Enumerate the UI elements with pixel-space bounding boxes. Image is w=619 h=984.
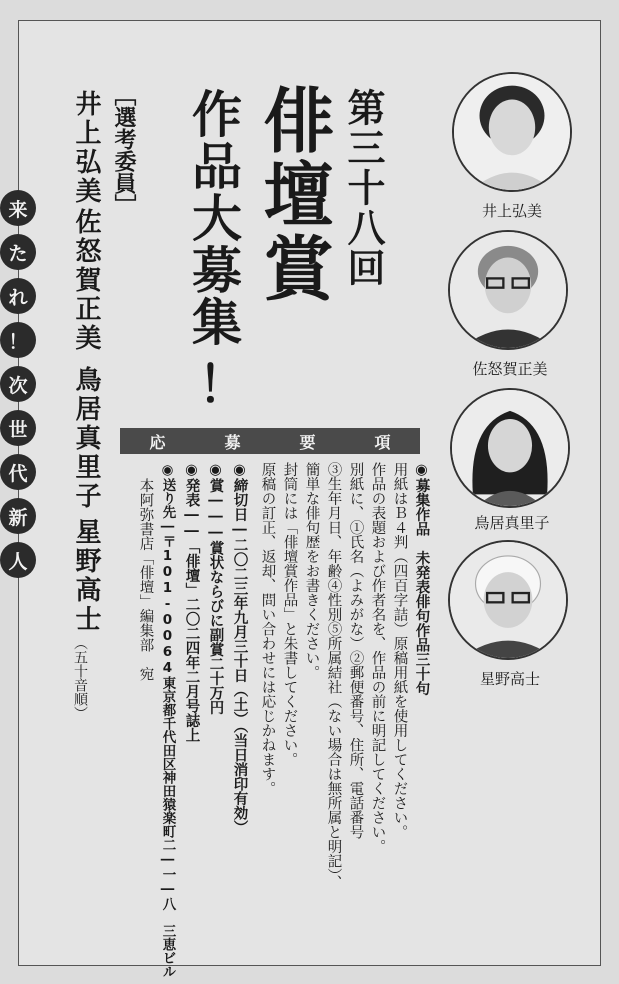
committee-member: 鳥居真里子: [71, 366, 101, 511]
photo-caption: 佐怒賀正美: [472, 360, 548, 378]
headline-edition: 第三十八回: [341, 88, 385, 288]
catchphrase-char: た: [0, 234, 36, 270]
requirement-announcement: ◉発表――「俳壇」二〇二四年二月号誌上: [183, 462, 200, 742]
photo-hoshino: [448, 540, 568, 660]
portrait-man-glasses-icon: [450, 232, 566, 348]
catchphrase-circles: [0, 190, 40, 586]
requirement-line: 別紙に、①氏名（よみがな）②郵便番号、住所、電話番号: [347, 462, 364, 839]
requirement-line: ③生年月日、年齢④性別⑤所属結社（ない場合は無所属と明記）、: [325, 462, 342, 890]
requirement-address: ◉送り先―〒101-0064東京都千代田区神田猿楽町二―一―八 三恵ビル: [159, 462, 176, 978]
photo-sanuka: [448, 230, 568, 350]
catchphrase-char: 代: [0, 454, 36, 490]
requirement-line: 原稿の訂正、返却、問い合わせには応じかねます。: [259, 462, 276, 796]
photo-torii: [450, 388, 570, 508]
requirement-line: ◉募集作品 未発表俳句作品三十句: [413, 462, 430, 696]
requirement-deadline: ◉締切日―二〇二三年九月三十日（土）（当日消印有効）: [231, 462, 248, 835]
headline-exclaim: ！: [198, 356, 250, 414]
committee-member: 佐怒賀正美: [71, 208, 101, 353]
requirements-heading-char: 募: [224, 432, 241, 452]
catchphrase-char: 次: [0, 366, 36, 402]
catchphrase-char: 人: [0, 542, 36, 578]
committee-note: （五十音順）: [72, 636, 88, 720]
portrait-woman-long-hair-icon: [452, 390, 568, 506]
catchphrase-char: ！: [0, 322, 36, 358]
photo-caption: 井上弘美: [481, 202, 542, 220]
requirements-heading: [120, 428, 420, 454]
portrait-woman-short-hair-icon: [454, 74, 570, 190]
committee-member: 星野高士: [71, 518, 101, 634]
committee-member: 井上弘美: [71, 90, 101, 206]
requirement-line: 封筒には「俳壇賞作品」と朱書してください。: [281, 462, 298, 767]
catchphrase-char: 来: [0, 190, 36, 226]
requirement-prize: ◉賞―――賞状ならびに副賞二十万円: [207, 462, 224, 715]
photo-caption: 鳥居真里子: [474, 514, 550, 532]
requirement-line: 作品の表題および作者名を、作品の前に明記してください。: [369, 462, 386, 854]
catchphrase-char: れ: [0, 278, 36, 314]
committee-label: ［選考委員］: [111, 84, 136, 216]
photo-inoue: [452, 72, 572, 192]
headline-call: 作品大募集: [184, 88, 242, 348]
requirements-heading-char: 応: [149, 432, 166, 452]
requirements-heading-char: 要: [299, 432, 316, 452]
photo-caption: 星野高士: [479, 670, 540, 688]
catchphrase-char: 新: [0, 498, 36, 534]
requirement-line: 簡単な俳句歴をお書きください。: [303, 462, 320, 680]
requirements-heading-char: 項: [374, 432, 391, 452]
headline-prize: 俳壇賞: [252, 84, 334, 306]
requirement-line: 用紙はＢ４判（四百字詰）原稿用紙を使用してください。: [391, 462, 408, 839]
portrait-man-glasses-white-hair-icon: [450, 542, 566, 658]
requirement-recipient: 本阿弥書店「俳壇」編集部 宛: [137, 478, 154, 681]
catchphrase-char: 世: [0, 410, 36, 446]
requirements-body: [108, 462, 438, 978]
